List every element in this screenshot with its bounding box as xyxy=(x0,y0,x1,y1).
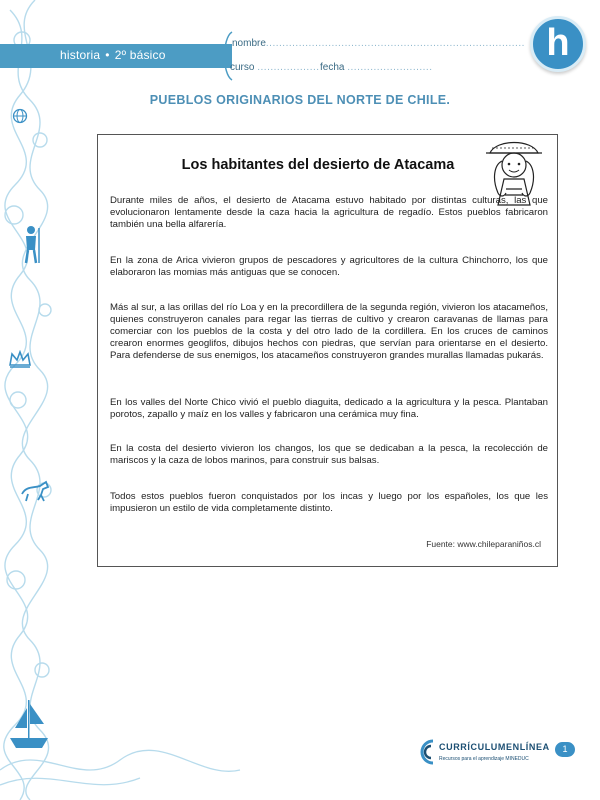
paragraph-6: Todos estos pueblos fueron conquistados por los incas y luego por los españoles, los que les impusieron un estilo de vida completamente distinto. xyxy=(110,491,548,514)
name-field[interactable] xyxy=(232,38,525,49)
reading-box xyxy=(97,134,558,567)
student-fields xyxy=(218,30,578,82)
paragraph-3: Más al sur, a las orillas del río Loa y en la precordillera de la segunda región, vivieron los atacameños, quienes construyeron canales para regar las tierras de cultivo y crearon caravanas de llamas para comerciar con los pueblos de la costa y del otro lado de la cordillera. En los cruces de caminos crearon enormes geoglifos, dibujos hechos con piedras, que servían para orientarse en el desierto. Para defenderse de sus enemigos, los atacameños construyeron grandes murallas llamadas pukarás. xyxy=(110,302,548,361)
name-dots: ............................................................................... xyxy=(265,38,525,49)
globe-icon xyxy=(12,108,28,124)
course-field[interactable] xyxy=(230,62,320,73)
brand-name: CURRÍCULUMENLÍNEA xyxy=(439,742,550,752)
date-dots: .......................... xyxy=(347,62,433,73)
subject: historia xyxy=(60,48,101,62)
page-number: 1 xyxy=(555,742,575,757)
crown-icon xyxy=(8,350,32,368)
subject-label xyxy=(60,48,166,62)
source-link[interactable]: Fuente: www.chileparaniños.cl xyxy=(426,539,541,549)
paragraph-2: En la zona de Arica vivieron grupos de pescadores y agricultores de la cultura Chinchorro, los que elaboraron las momias más antiguas que se conocen. xyxy=(110,255,548,278)
warrior-icon xyxy=(20,225,42,265)
horse-icon xyxy=(20,480,50,502)
grade: 2º básico xyxy=(114,48,166,62)
paragraph-5: En la costa del desierto vivieron los changos, los que se dedicaban a la pesca, la recolección de mariscos y la caza de lobos marinos, para construir sus balsas. xyxy=(110,443,548,466)
course-label: curso xyxy=(230,62,255,73)
date-field[interactable] xyxy=(320,62,433,73)
brand-tagline: Recursos para el aprendizaje MINEDUC xyxy=(439,756,529,762)
course-dots: ................... xyxy=(257,62,320,73)
reading-title: Los habitantes del desierto de Atacama xyxy=(181,157,455,173)
paragraph-4: En los valles del Norte Chico vivió el pueblo diaguita, dedicado a la agricultura y la pesca. Plantaban porotos, zapallo y maíz en los valles y fabricaron una cerámica muy fina. xyxy=(110,397,548,420)
name-label: nombre xyxy=(232,38,266,49)
subject-logo: h xyxy=(530,16,586,72)
bottom-decoration xyxy=(0,620,600,800)
paragraph-1: Durante miles de años, el desierto de Atacama estuvo habitado por distintas culturas, las que evolucionaron lentamente desde la caza hacia la agricultura de regadío. Estos pueblos fabricaron también una bella alfarería. xyxy=(110,195,548,230)
separator: • xyxy=(105,48,110,62)
unit-title: PUEBLOS ORIGINARIOS DEL NORTE DE CHILE. xyxy=(149,93,451,107)
date-label: fecha xyxy=(320,62,345,73)
